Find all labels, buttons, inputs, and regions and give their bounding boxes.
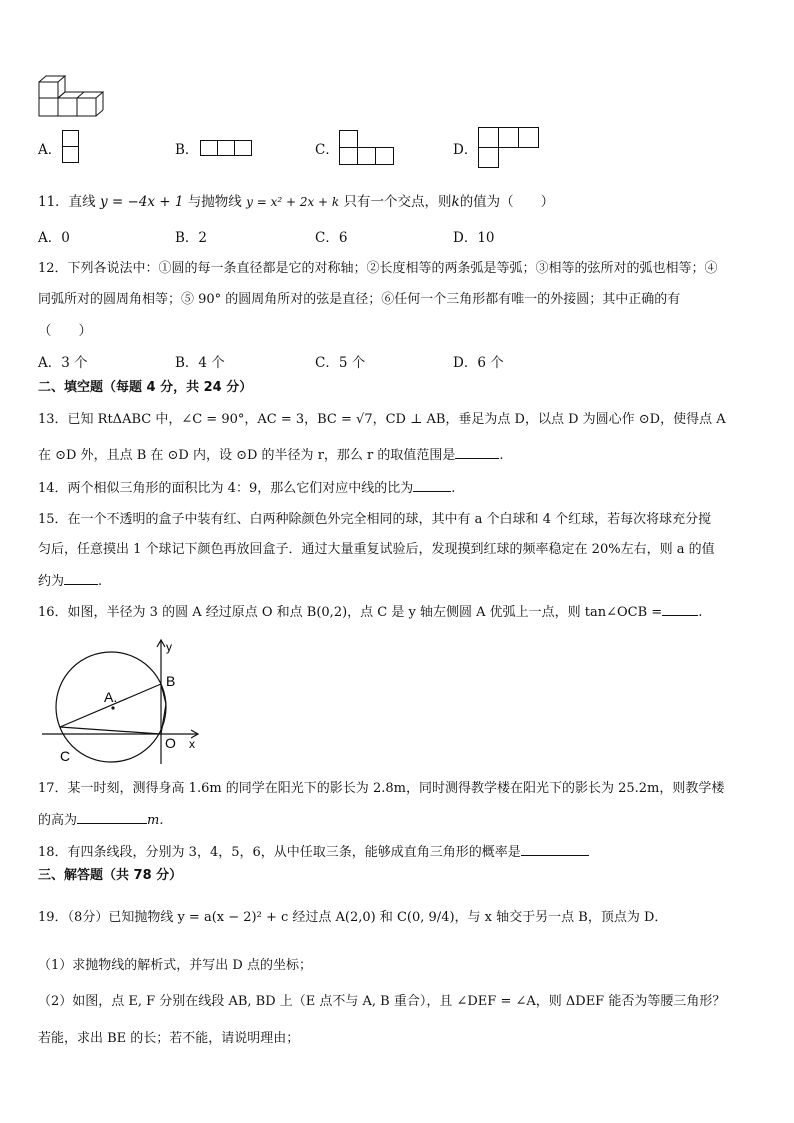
q11-option-b[interactable]: B．2 [175,230,208,246]
q12-option-b[interactable]: B．4 个 [175,355,225,371]
q11-option-d[interactable]: D．10 [453,230,495,246]
q13-line2-text: 在 ⊙D 外，且点 B 在 ⊙D 内，设 ⊙D 的半径为 r，那么 r 的取值范围是 [38,448,456,463]
label-x: x [189,737,195,751]
q15-line1: 15．在一个不透明的盒子中装有红、白两种除颜色外完全相同的球，其中有 a 个白球和 4 个红球，若每次将球充分搅 [38,512,712,527]
label-c: C [60,748,71,764]
label-b: B [166,673,176,689]
q19-sub2-line2: 若能，求出 BE 的长；若不能，请说明理由； [38,1031,300,1046]
label-y: y [166,640,172,654]
q15-end: . [98,574,103,589]
q12-option-d[interactable]: D．6 个 [453,355,504,371]
q17-line2-text: 的高为 [38,813,78,828]
cube-solid-drawing [38,74,104,118]
section-2-heading: 二、填空题（每题 4 分，共 24 分） [38,380,253,395]
option-label: D． [453,142,478,158]
q12-option-a[interactable]: A．3 个 [38,355,88,371]
q13-answer-blank[interactable] [455,446,499,459]
option-label: A． [38,142,62,158]
q19-sub1: （1）求抛物线的解析式，并写出 D 点的坐标； [38,958,312,973]
q13-end: . [499,448,504,463]
q19-stem: 19．（8分）已知抛物线 y = a(x − 2)² + c 经过点 A(2,0) 和 C(0, 9/4)，与 x 轴交于另一点 B，顶点为 D． [38,910,668,925]
q11-k-symbol: k [451,194,460,210]
q11-end: 的值为（ ） [459,194,555,210]
q15-answer-blank[interactable] [64,572,98,585]
q17-line1: 17．某一时刻，测得身高 1.6m 的同学在阳光下的影长为 2.8m，同时测得教学楼在阳光下的影长为 25.2m，则教学楼 [38,781,725,796]
q17-answer-blank[interactable] [77,811,147,824]
circle-a [56,652,166,762]
q16-answer-blank[interactable] [662,603,698,616]
label-a: A. [104,689,118,705]
option-label: B． [175,142,199,158]
q11-stem [38,193,554,211]
q13-line1: 13．已知 RtΔABC 中，∠C = 90°，AC = 3，BC = √7，CD ⊥ AB，垂足为点 D，以点 D 为圆心作 ⊙D，使得点 A [38,412,726,427]
q12-line1: 12．下列各说法中：①圆的每一条直径都是它的对称轴；②长度相等的两条弧是等弧；③相等的弦所对的弧也相等；④ [38,261,718,276]
q11-parabola-equation: y = x² + 2x + k [246,195,340,209]
q11-line-equation: y = −4x + 1 [99,194,184,210]
q19-sub2-line1: （2）如图，点 E, F 分别在线段 AB, BD 上（E 点不与 A, B 重合），且 ∠DEF = ∠A，则 ΔDEF 能否为等腰三角形？ [38,994,726,1009]
option-label: C． [315,142,339,158]
q18-text: 18．有四条线段，分别为 3，4，5，6，从中任取三条，能够成直角三角形的概率是 [38,845,521,860]
q15-line2: 匀后，任意摸出 1 个球记下颜色再放回盒子．通过大量重复试验后，发现摸到红球的频率稳定在 20%左右，则 a 的值 [38,542,715,557]
q16-circle-figure [38,636,218,768]
q16-figure-drawing [38,636,218,768]
q10-solid-figure [38,74,104,118]
q11-option-a[interactable]: A．0 [38,230,70,246]
q11-prefix: 11．直线 [38,194,96,210]
q18-answer-blank[interactable] [521,843,589,856]
q14-stem [38,479,455,498]
q14-text: 14．两个相似三角形的面积比为 4：9，那么它们对应中线的比为 [38,481,414,496]
label-o: O [165,735,176,751]
q12-option-c[interactable]: C．5 个 [315,355,366,371]
q12-line3: （ ） [38,323,92,339]
q14-end: . [451,481,456,496]
q13-line2 [38,446,504,465]
q15-line3-text: 约为 [38,574,65,589]
section-3-heading: 三、解答题（共 78 分） [38,868,183,883]
q16-stem [38,603,702,622]
q15-line3 [38,572,102,591]
q17-line2 [38,811,163,830]
q11-suffix: 只有一个交点，则 [343,194,452,210]
q11-mid: 与抛物线 [187,194,242,210]
q16-text: 16．如图，半径为 3 的圆 A 经过原点 O 和点 B(0,2)，点 C 是 y 轴左侧圆 A 优弧上一点，则 tan∠OCB = [38,605,663,620]
q16-end: . [698,605,703,620]
center-point-a [111,706,114,709]
q18-stem [38,843,589,862]
q12-line2: 同弧所对的圆周角相等；⑤ 90° 的圆周角所对的弦是直径；⑥任何一个三角形都有唯一的外接圆；其中正确的有 [38,292,681,307]
q11-option-c[interactable]: C．6 [315,230,348,246]
q17-unit: m. [147,813,164,828]
q14-answer-blank[interactable] [413,479,451,492]
